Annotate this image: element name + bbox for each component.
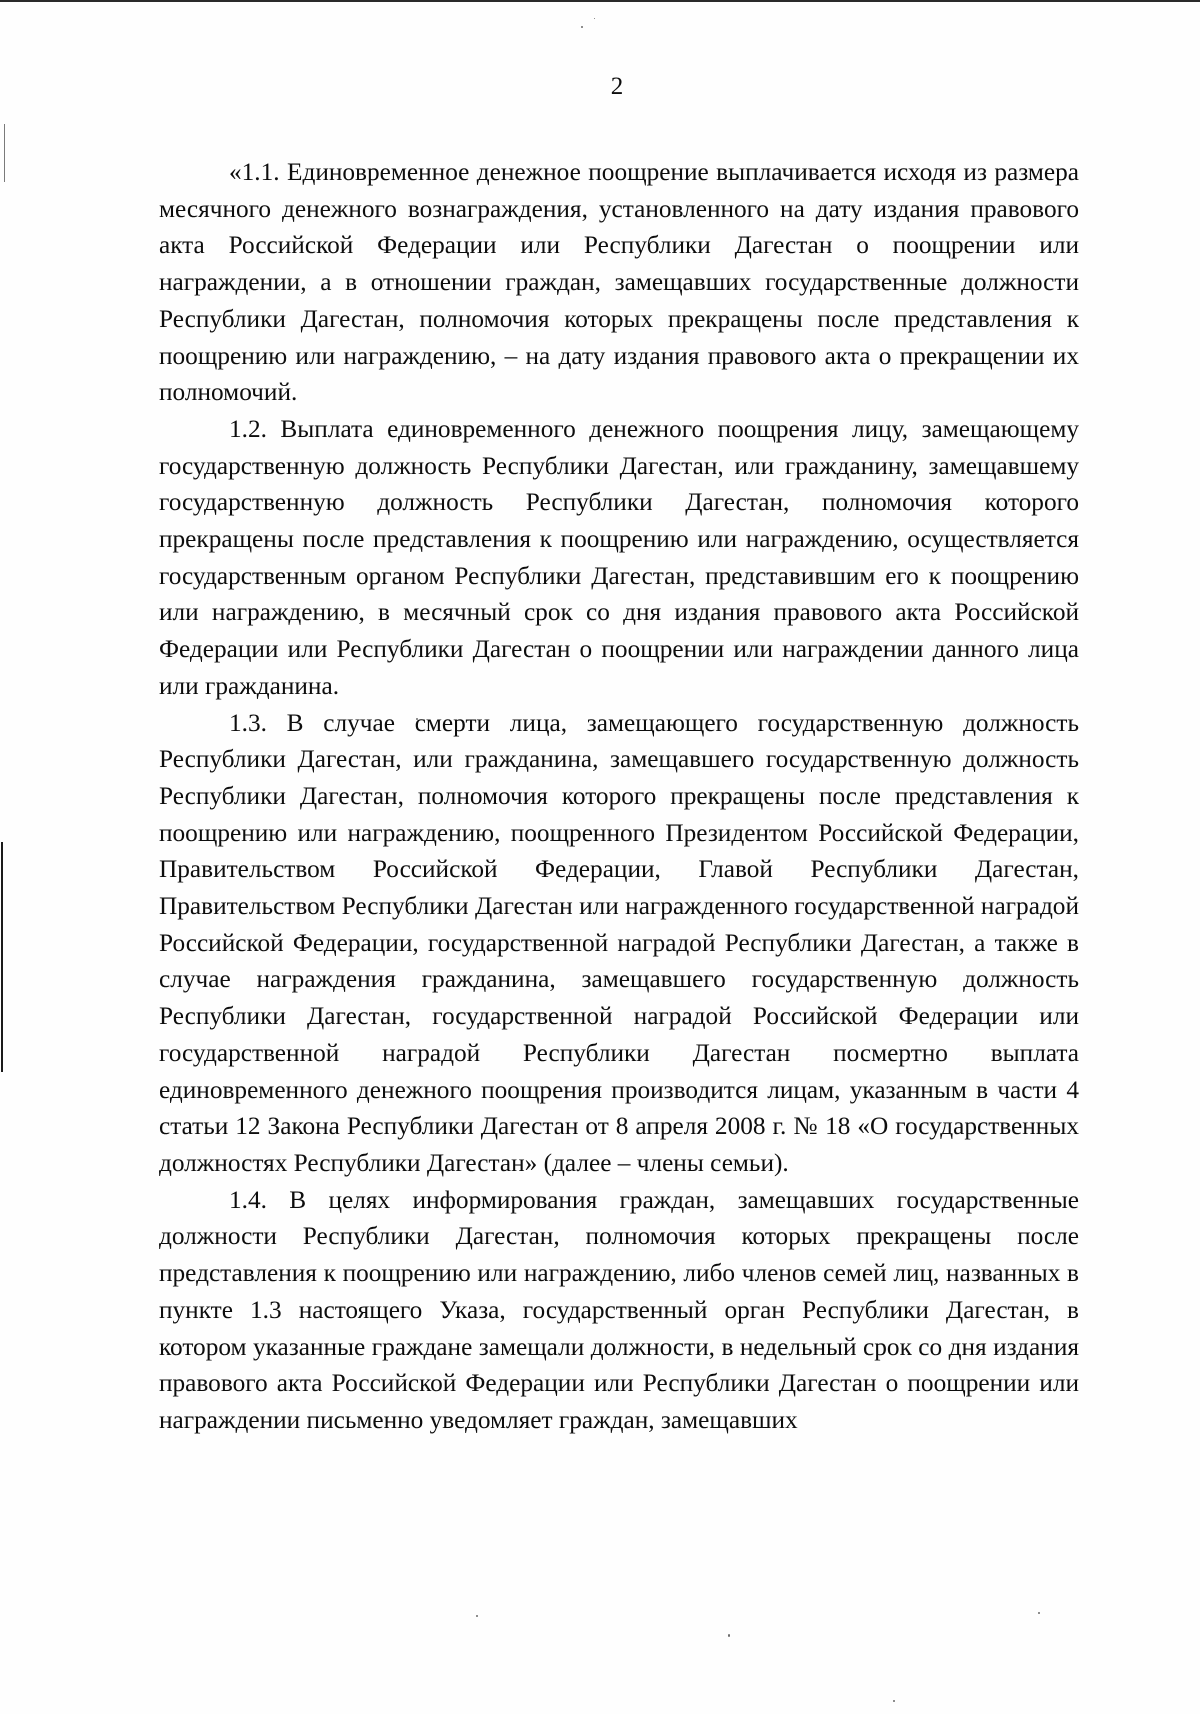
document-body xyxy=(159,154,1079,1439)
scan-speck xyxy=(893,1700,895,1702)
page-number: 2 xyxy=(610,73,624,100)
scan-edge-mark xyxy=(4,124,5,182)
scan-top-border xyxy=(0,0,1200,2)
paragraph-1-1: «1.1. Единовременное денежное поощрение выплачивается исходя из размера месячного денежного вознаграждения, установленного на дату издания правового акта Российской Федерации или Республики Дагестан о поощрении или награждении, а в отношении граждан, замещавших государственные должности Республики Дагестан, полномочия которых прекращены после представления к поощрению или награждению, – на дату издания правового акта о прекращении их полномочий. xyxy=(159,158,1079,407)
scan-edge-shadow xyxy=(1,842,3,1072)
scan-speck xyxy=(581,26,583,28)
scan-speck xyxy=(728,1634,730,1637)
paragraph-1-4: 1.4. В целях информирования граждан, замещавших государственные должности Республики Дагестан, полномочия которых прекращены после представления к поощрению или награждению, либо членов семей лиц, названных в пункте 1.3 настоящего Указа, государственный орган Республики Дагестан, в котором указанные граждане замещали должности, в недельный срок со дня издания правового акта Российской Федерации или Республики Дагестан о поощрении или награждении письменно уведомляет граждан, замещавших xyxy=(159,1185,1079,1434)
paragraph-1-3: 1.3. В случае смерти лица, замещающего государственную должность Республики Дагестан, или гражданина, замещавшего государственную должность Республики Дагестан, полномочия которого прекращены после представления к поощрению или награждению, поощренного Президентом Российской Федерации, Правительством Российской Федерации, Главой Республики Дагестан, Правительством Республики Дагестан или награжденного государственной наградой Российской Федерации, государственной наградой Республики Дагестан, а также в случае награждения гражданина, замещавшего государственную должность Республики Дагестан, государственной наградой Российской Федерации или государственной наградой Республики Дагестан посмертно выплата единовременного денежного поощрения производится лицам, указанным в части 4 статьи 12 Закона Республики Дагестан от 8 апреля 2008 г. № 18 «О государственных должностях Республики Дагестан» (далее – члены семьи). xyxy=(159,708,1079,1177)
scan-speck xyxy=(594,18,595,19)
paragraph-1-2: 1.2. Выплата единовременного денежного поощрения лицу, замещающему государственную должность Республики Дагестан, или гражданину, замещавшему государственную должность Республики Дагестан, полномочия которого прекращены после представления к поощрению или награждению, осуществляется государственным органом Республики Дагестан, представившим его к поощрению или награждению, в месячный срок со дня издания правового акта Российской Федерации или Республики Дагестан о поощрении или награждении данного лица или гражданина. xyxy=(159,414,1079,700)
scan-speck xyxy=(476,1615,478,1617)
scan-speck xyxy=(1038,1612,1040,1614)
